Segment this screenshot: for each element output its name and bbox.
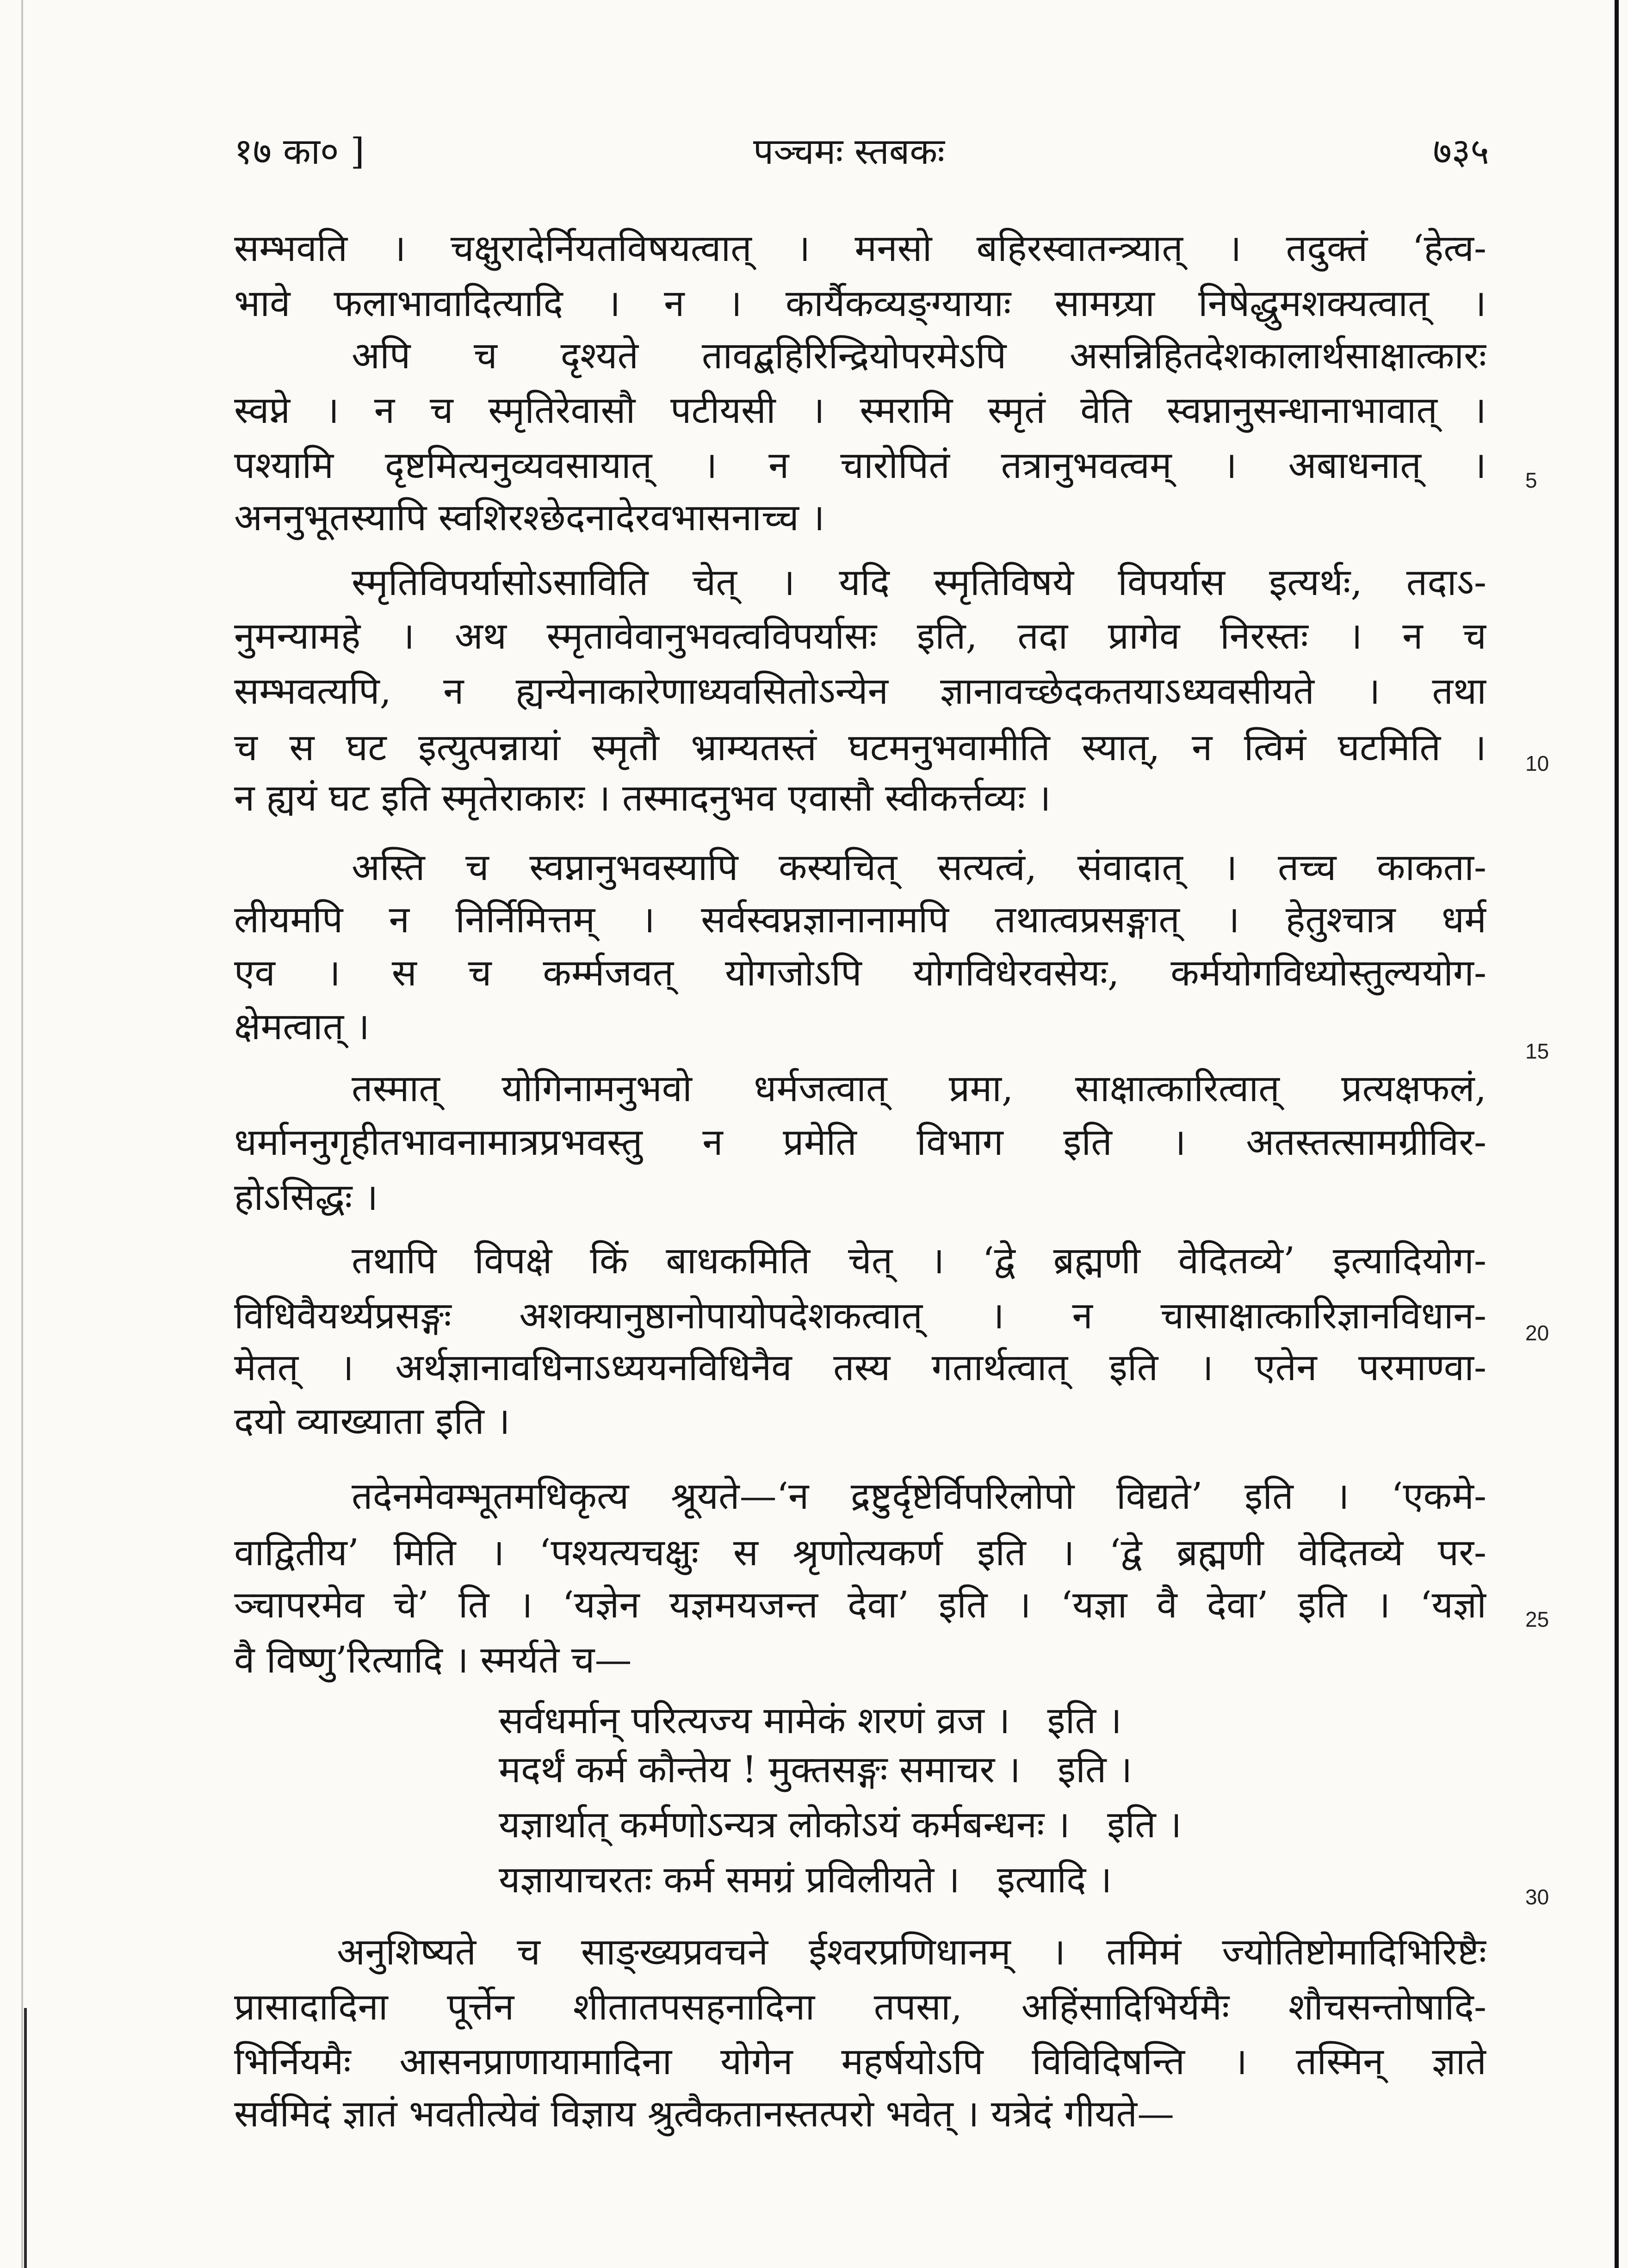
line-number-marker: 25 (1525, 1607, 1549, 1631)
paragraph-first-line: तथापि विपक्षे किं बाधकमिति चेत् । ‘द्वे ब्रह्मणी वेदितव्ये’ इत्यादियोग- (352, 1239, 1486, 1282)
binding-shadow (24, 2008, 27, 2268)
running-head-section: १७ का० ] (234, 131, 365, 173)
paragraph-last-line: अननुभूतस्यापि स्वशिरश्छेदनादेरवभासनाच्च । (234, 496, 825, 539)
paragraph-first-line: तस्मात् योगिनामनुभवो धर्मजत्वात् प्रमा, साक्षात्कारित्वात् प्रत्यक्षफलं, (352, 1067, 1486, 1110)
text-line: प्रासादादिना पूर्त्तेन शीतातपसहनादिना तपसा, अहिंसादिभिर्यमैः शौचसन्तोषादि- (234, 1985, 1486, 2028)
line-number-marker: 5 (1525, 468, 1537, 492)
verse-line (499, 1742, 1424, 1797)
text-line: विधिवैयर्थ्यप्रसङ्गः अशक्यानुष्ठानोपायोपदेशकत्वात् । न चासाक्षात्कारिज्ञानविधान- (234, 1294, 1486, 1337)
text-line: पश्यामि दृष्टमित्यनुव्यवसायात् । न चारोपितं तत्रानुभवत्वम् । अबाधनात् । (234, 444, 1486, 487)
paragraph-last-line: सर्वमिदं ज्ञातं भवतीत्येवं विज्ञाय श्रुत्वैकतानस्तत्परो भवेत् । यत्रेदं गीयते— (234, 2092, 1175, 2135)
line-number-marker: 15 (1525, 1039, 1549, 1063)
paragraph-last-line: होऽसिद्धः । (234, 1176, 378, 1219)
text-line: मेतत् । अर्थज्ञानावधिनाऽध्ययनविधिनैव तस्य गतार्थत्वात् इति । एतेन परमाण्वा- (234, 1346, 1486, 1389)
binding-edge (21, 0, 23, 2268)
text-line: नुमन्यामहे । अथ स्मृतावेवानुभवत्वविपर्यासः इति, तदा प्रागेव निरस्तः । न च (234, 614, 1486, 657)
text-line: एव । स च कर्म्मजवत् योगजोऽपि योगविधेरवसेयः, कर्मयोगविध्योस्तुल्ययोग- (234, 951, 1486, 994)
paragraph-last-line: क्षेमत्वात् । (234, 1005, 370, 1048)
scan-border-line (1615, 0, 1619, 2268)
paragraph-first-line: अपि च दृश्यते तावद्बहिरिन्द्रियोपरमेऽपि असन्निहितदेशकालार्थसाक्षात्कारः (352, 334, 1486, 377)
text-line: सम्भवति । चक्षुरादेर्नियतविषयत्वात् । मनसो बहिरस्वातन्त्र्यात् । तदुक्तं ‘हेत्व- (234, 227, 1486, 270)
paragraph-first-line: अस्ति च स्वप्नानुभवस्यापि कस्यचित् सत्यत्वं, संवादात् । तच्च काकता- (352, 846, 1486, 889)
page-number: ७३५ (1433, 131, 1489, 173)
text-line: लीयमपि न निर्निमित्तम् । सर्वस्वप्नज्ञानानामपि तथात्वप्रसङ्गात् । हेतुश्चात्र धर्म (234, 898, 1486, 941)
verse-text: सर्वधर्मान् परित्यज्य मामेकं शरणं व्रज । (499, 1699, 1010, 1742)
line-number-marker: 10 (1525, 751, 1549, 775)
text-line: भिर्नियमैः आसनप्राणायामादिना योगेन महर्षयोऽपि विविदिषन्ति । तस्मिन् ज्ञाते (234, 2040, 1486, 2083)
verse-tag: इति । (1057, 1748, 1133, 1791)
running-title: पञ्चमः स्तबकः (753, 131, 945, 173)
text-line: स्वप्ने । न च स्मृतिरेवासौ पटीयसी । स्मरामि स्मृतं वेति स्वप्नानुसन्धानाभावात् । (234, 389, 1486, 432)
paragraph-first-line: स्मृतिविपर्यासोऽसाविति चेत् । यदि स्मृतिविषये विपर्यास इत्यर्थः, तदाऽ- (352, 561, 1486, 604)
verse-line (499, 1797, 1424, 1852)
text-line: भावे फलाभावादित्यादि । न । कार्यैकव्यङ्ग्यायाः सामग्र्या निषेद्धुमशक्यत्वात् । (234, 282, 1486, 325)
paragraph-last-line: दयो व्याख्याता इति । (234, 1400, 510, 1443)
verse-text: मदर्थं कर्म कौन्तेय ! मुक्तसङ्गः समाचर । (499, 1748, 1021, 1791)
verse-tag: इत्यादि । (997, 1858, 1112, 1901)
verse-tag: इति । (1107, 1803, 1182, 1846)
text-line: ञ्चापरमेव चे’ ति । ‘यज्ञेन यज्ञमयजन्त देवा’ इति । ‘यज्ञा वै देवा’ इति । ‘यज्ञो (234, 1583, 1486, 1626)
text-line: वाद्वितीय’ मिति । ‘पश्यत्यचक्षुः स श्रृणोत्यकर्ण इति । ‘द्वे ब्रह्मणी वेदितव्ये पर- (234, 1531, 1486, 1574)
line-number-marker: 20 (1525, 1321, 1549, 1345)
paragraph-first-line: अनुशिष्यते च साङ्ख्यप्रवचने ईश्वरप्रणिधानम् । तमिमं ज्योतिष्टोमादिभिरिष्टैः (337, 1930, 1486, 1973)
verse-line (499, 1853, 1424, 1907)
verse-line (499, 1693, 1424, 1748)
paragraph-first-line: तदेनमेवम्भूतमधिकृत्य श्रूयते—‘न द्रष्टुर्दृष्टेर्विपरिलोपो विद्यते’ इति । ‘एकमे- (352, 1475, 1486, 1518)
verse-text: यज्ञार्थात् कर्मणोऽन्यत्र लोकोऽयं कर्मबन्धनः । (499, 1803, 1070, 1846)
verse-tag: इति । (1047, 1699, 1122, 1742)
text-line: च स घट इत्युत्पन्नायां स्मृतौ भ्राम्यतस्तं घटमनुभवामीति स्यात्, न त्विमं घटमिति । (234, 726, 1486, 769)
text-line: धर्माननुगृहीतभावनामात्रप्रभवस्तु न प्रमेति विभाग इति । अतस्तत्सामग्रीविर- (234, 1121, 1486, 1164)
paragraph-last-line: न ह्ययं घट इति स्मृतेराकारः । तस्मादनुभव एवासौ स्वीकर्त्तव्यः । (234, 776, 1051, 819)
line-number-marker: 30 (1525, 1885, 1549, 1909)
text-line: सम्भवत्यपि, न ह्यन्येनाकारेणाध्यवसितोऽन्येन ज्ञानावच्छेदकतयाऽध्यवसीयते । तथा (234, 669, 1486, 713)
paragraph-last-line: वै विष्णु’रित्यादि । स्मर्यते च— (234, 1638, 632, 1681)
verse-text: यज्ञायाचरतः कर्म समग्रं प्रविलीयते । (499, 1858, 960, 1901)
